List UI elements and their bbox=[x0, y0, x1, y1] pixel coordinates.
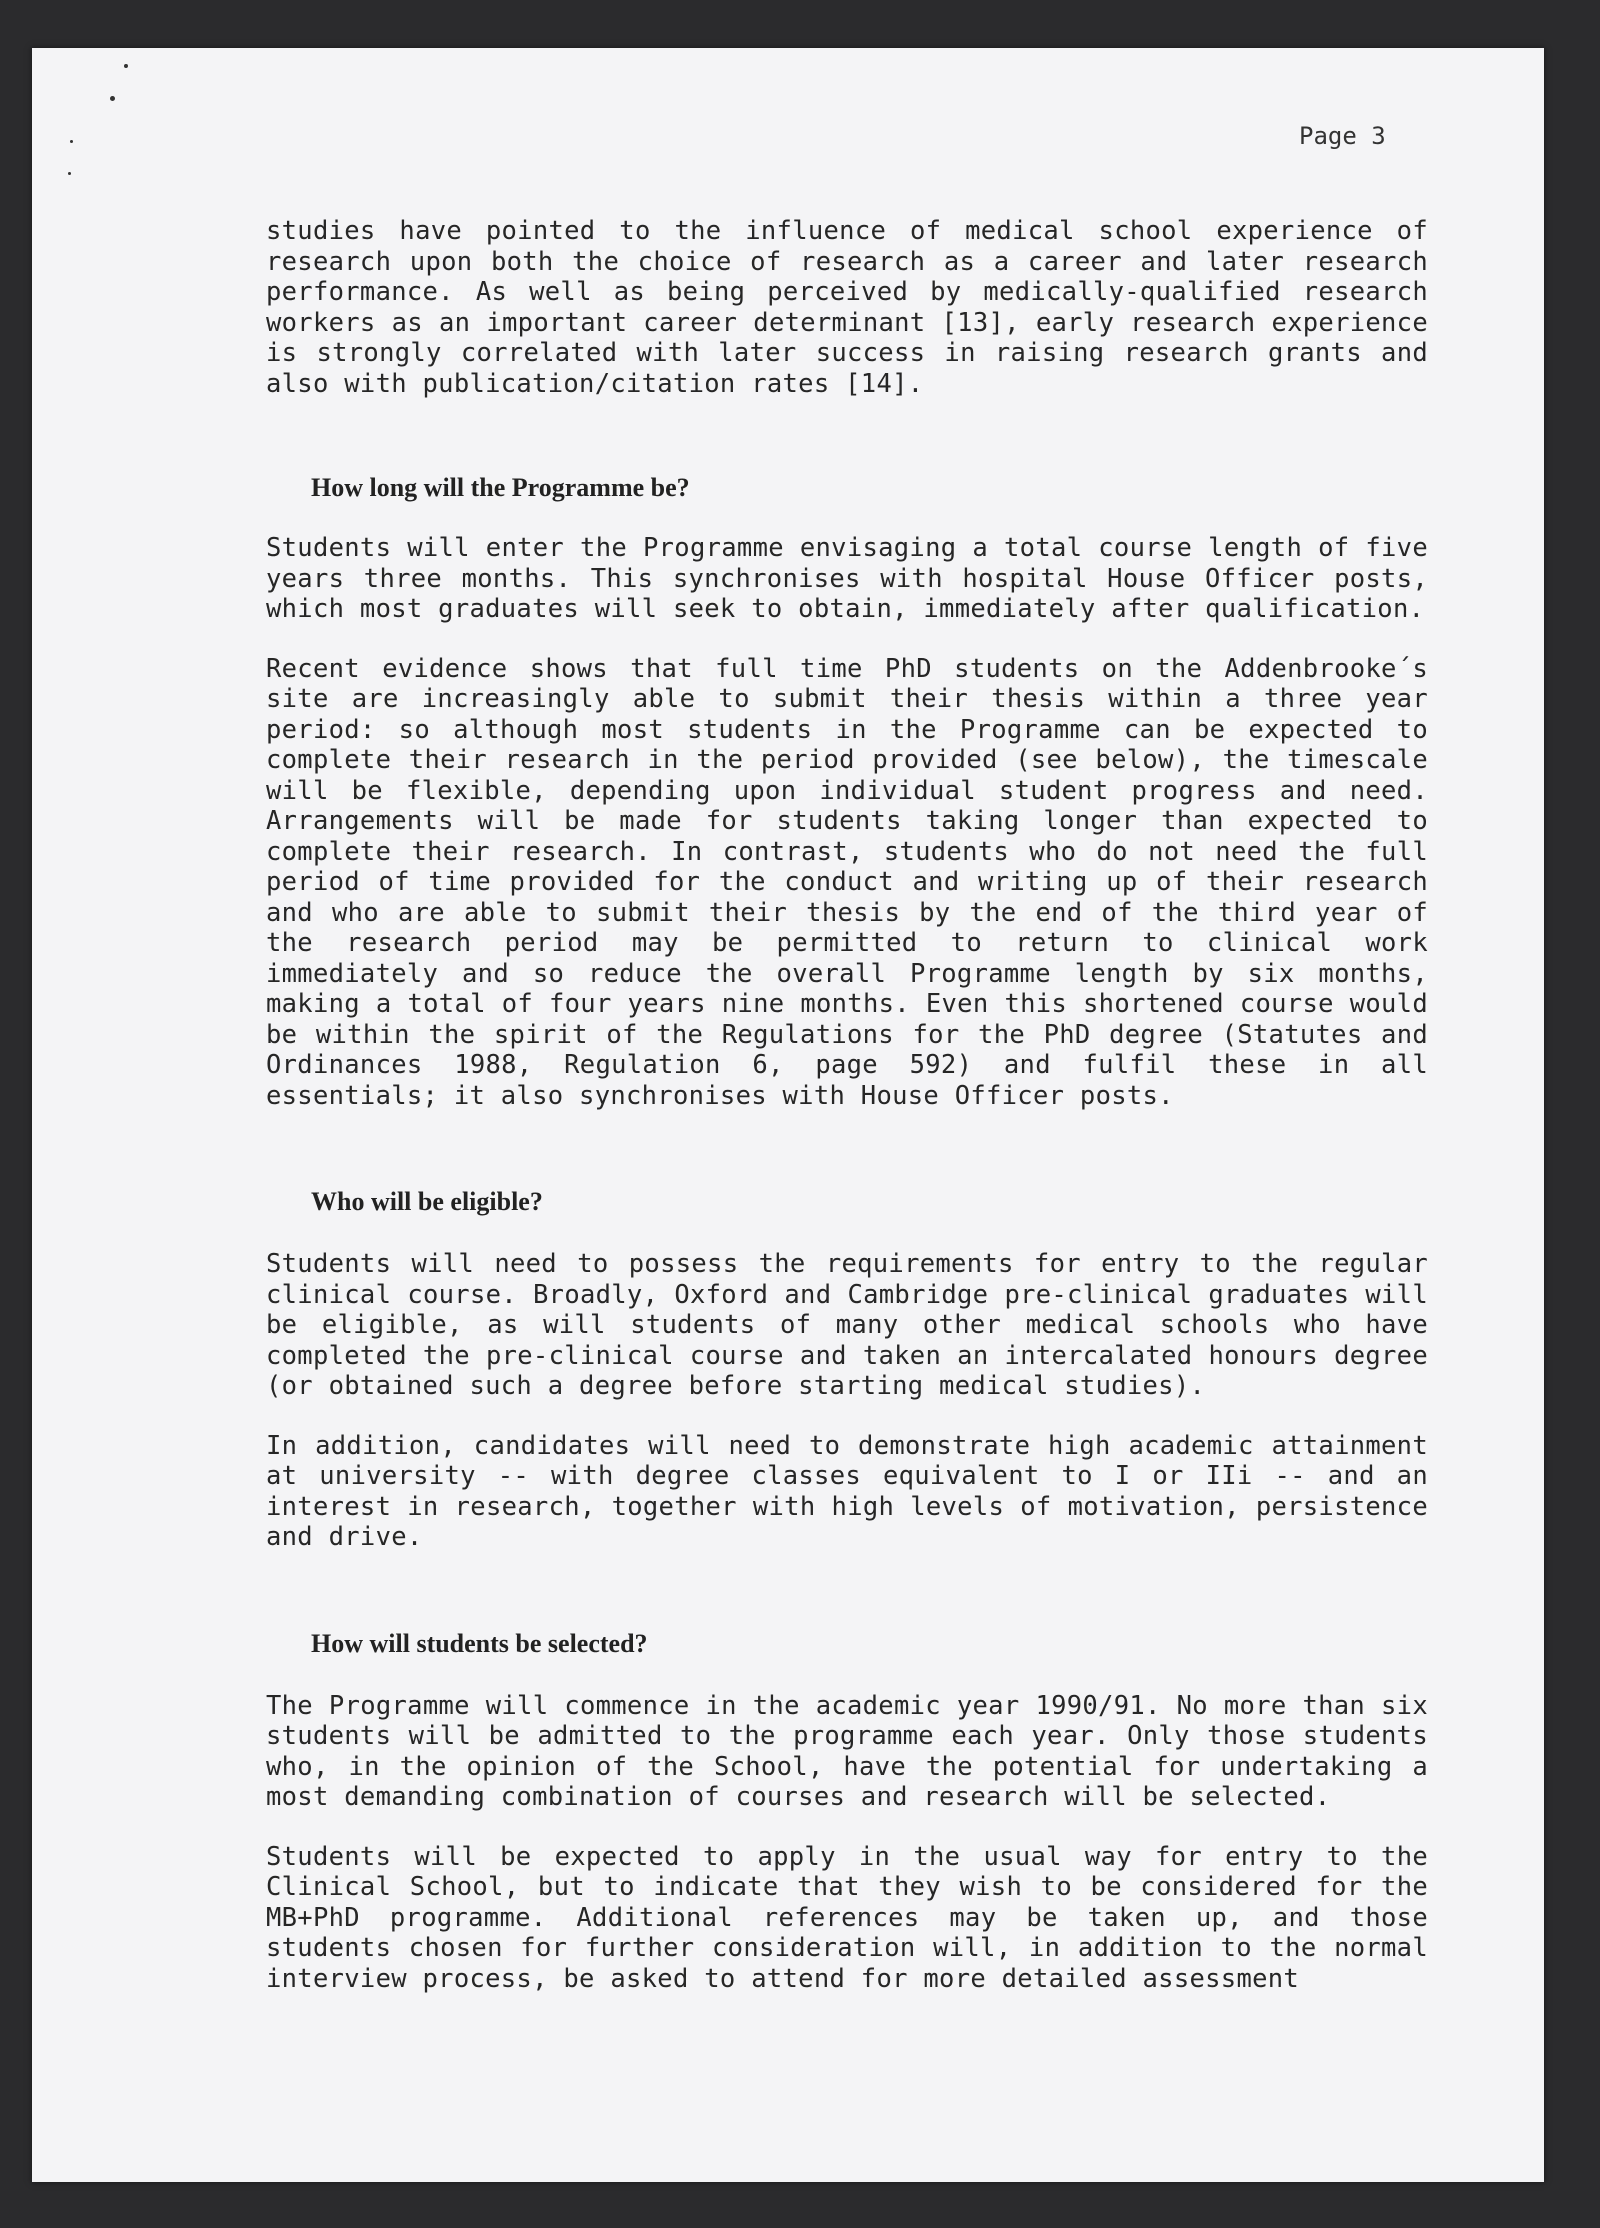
document-body bbox=[266, 216, 1428, 1994]
eligibility-paragraph-2: In addition, candidates will need to demonstrate high academic attainment at university -- with degree classes equivalent to I or IIi -- and an interest in research, together with high levels of motivation, persistence and drive. bbox=[266, 1430, 1428, 1552]
selection-paragraph-1: The Programme will commence in the academic year 1990/91. No more than six students will be admitted to the programme each year. Only those students who, in the opinion of the School, have the potential for undertaking a most demanding combination of courses and research will be selected. bbox=[266, 1690, 1428, 1812]
page-number: Page 3 bbox=[1299, 122, 1386, 150]
section-heading-selection: How will students be selected? bbox=[311, 1628, 648, 1658]
intro-paragraph: studies have pointed to the influence of medical school experience of research upon both the choice of research as a career and later research performance. As well as being perceived by medically-qualified research workers as an important career determinant [13], early research experience is strongly correlated with later success in raising research grants and also with publication/citation rates [14]. bbox=[266, 216, 1428, 399]
section-heading-programme-length: How long will the Programme be? bbox=[311, 473, 690, 502]
programme-length-paragraph-1: Students will enter the Programme envisaging a total course length of five years three months. This synchronises with hospital House Officer posts, which most graduates will seek to obtain, immediately after qualification. bbox=[266, 533, 1428, 624]
scan-speck bbox=[70, 140, 73, 143]
selection-paragraph-2: Students will be expected to apply in the usual way for entry to the Clinical School, but to indicate that they wish to be considered for the MB+PhD programme. Additional references may be taken up, and those students chosen for further consideration will, in addition to the normal interview process, be asked to attend for more detailed assessment bbox=[266, 1841, 1428, 1994]
programme-length-paragraph-2: Recent evidence shows that full time PhD students on the Addenbrooke´s site are increasingly able to submit their thesis within a three year period: so although most students in the Programme can be expected to complete their research in the period provided (see below), the timescale will be flexible, depending upon individual student progress and need. Arrangements will be made for students taking longer than expected to complete their research. In contrast, students who do not need the full period of time provided for the conduct and writing up of their research and who are able to submit their thesis by the end of the third year of the research period may be permitted to return to clinical work immediately and so reduce the overall Programme length by six months, making a total of four years nine months. Even this shortened course would be within the spirit of the Regulations for the PhD degree (Statutes and Ordinances 1988, Regulation 6, page 592) and fulfil these in all essentials; it also synchronises with House Officer posts. bbox=[266, 653, 1428, 1111]
section-heading-eligibility: Who will be eligible? bbox=[311, 1187, 543, 1216]
scan-speck bbox=[124, 64, 128, 68]
scan-speck bbox=[110, 96, 115, 101]
document-page bbox=[32, 48, 1544, 2182]
eligibility-paragraph-1: Students will need to possess the requirements for entry to the regular clinical course. Broadly, Oxford and Cambridge pre-clinical graduates will be eligible, as will students of many other medical schools who have completed the pre-clinical course and taken an intercalated honours degree (or obtained such a degree before starting medical studies). bbox=[266, 1249, 1428, 1401]
scan-speck bbox=[68, 172, 71, 175]
